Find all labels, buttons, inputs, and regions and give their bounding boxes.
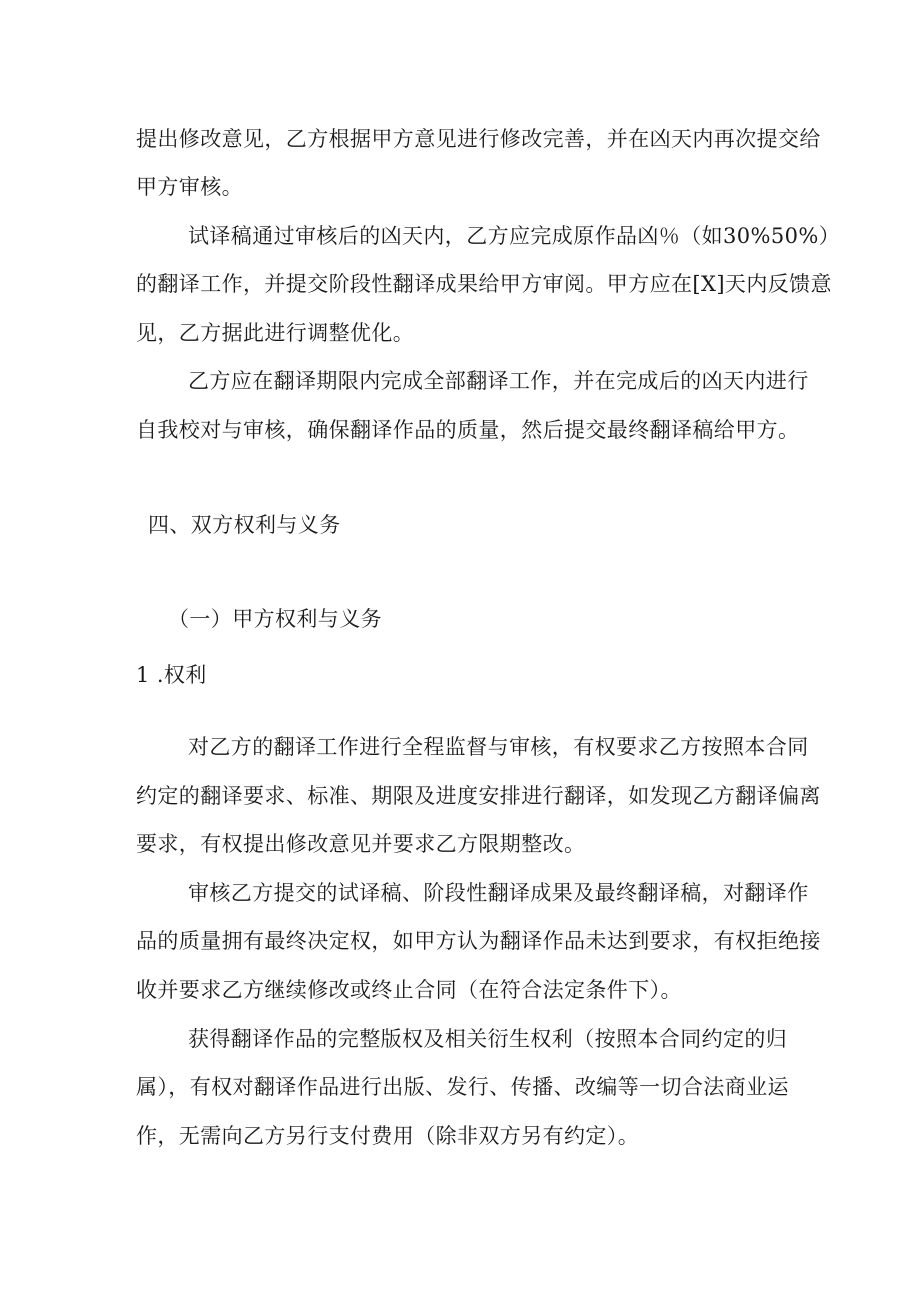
paragraph-line: 收并要求乙方继续修改或终止合同（在符合法定条件下）。 (136, 978, 682, 1002)
paragraph-line: 对乙方的翻译工作进行全程监督与审核，有权要求乙方按照本合同 (188, 735, 809, 759)
paragraph-line: 试译稿通过审核后的凶天内，乙方应完成原作品凶％（如30%50%） (188, 224, 841, 248)
paragraph-line: 提出修改意见，乙方根据甲方意见进行修改完善，并在凶天内再次提交给 (136, 127, 821, 151)
subsection-heading: （一）甲方权利与义务 (168, 607, 382, 631)
paragraph-line: 乙方应在翻译期限内完成全部翻译工作，并在完成后的凶天内进行 (188, 369, 809, 393)
paragraph-line: 甲方审核。 (136, 175, 243, 199)
paragraph-line: 作，无需向乙方另行支付费用（除非双方另有约定）。 (136, 1124, 640, 1148)
paragraph-line: 约定的翻译要求、标准、期限及进度安排进行翻译，如发现乙方翻译偏离 (136, 784, 821, 808)
paragraph-line: 品的质量拥有最终决定权，如甲方认为翻译作品未达到要求，有权拒绝接 (136, 929, 821, 953)
clause-heading: 1 .权利 (136, 663, 207, 687)
paragraph-line: 获得翻译作品的完整版权及相关衍生权利（按照本合同约定的归 (188, 1027, 788, 1051)
paragraph-line: 见，乙方据此进行调整优化。 (136, 321, 415, 345)
paragraph-line: 要求，有权提出修改意见并要求乙方限期整改。 (136, 832, 586, 856)
paragraph-line: 审核乙方提交的试译稿、阶段性翻译成果及最终翻译稿，对翻译作 (188, 881, 809, 905)
paragraph-line: 的翻译工作，并提交阶段性翻译成果给甲方审阅。甲方应在[X]天内反馈意 (136, 272, 832, 296)
section-heading: 四、双方权利与义务 (148, 513, 341, 537)
paragraph-line: 自我校对与审核，确保翻译作品的质量，然后提交最终翻译稿给甲方。 (136, 418, 800, 442)
paragraph-line: 属），有权对翻译作品进行出版、发行、传播、改编等一切合法商业运 (136, 1075, 789, 1099)
